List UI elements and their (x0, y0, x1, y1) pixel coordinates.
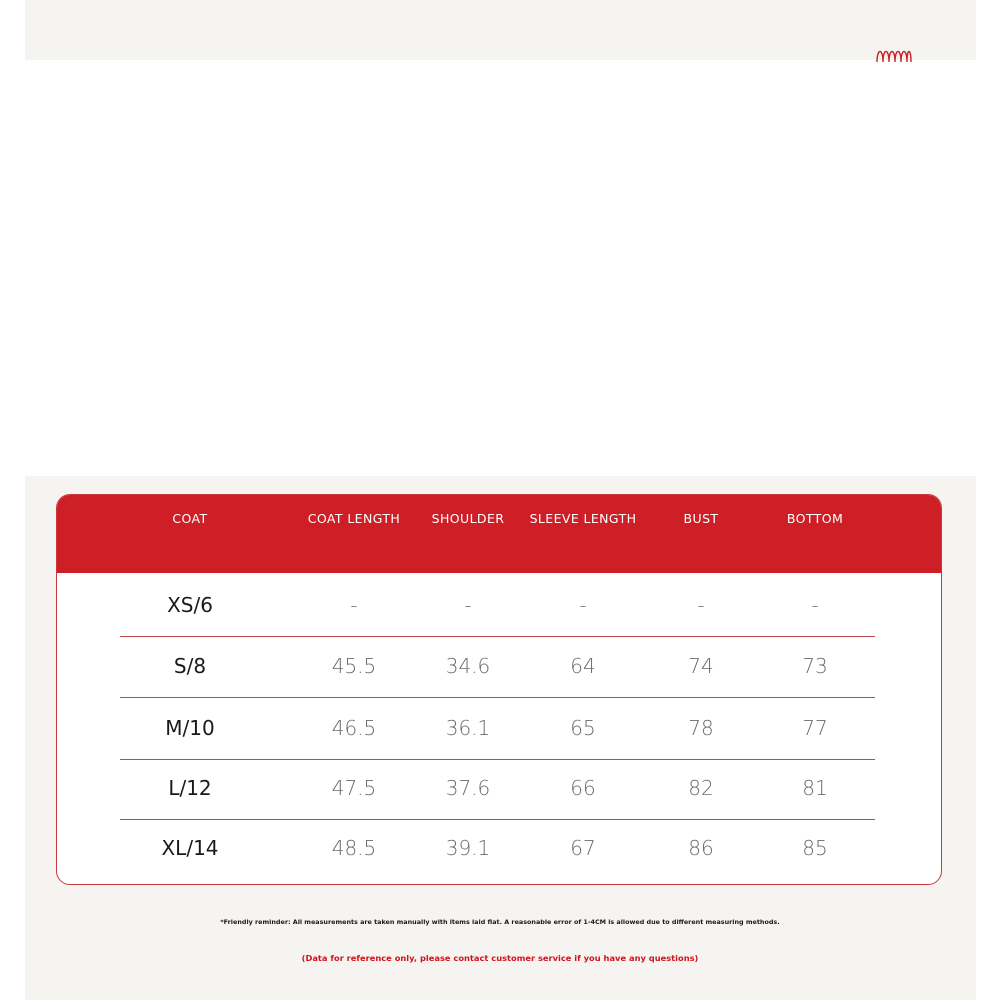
coat-length-value: 48.5 (331, 836, 377, 860)
sleeve-length-value: 66 (570, 776, 596, 800)
sleeve-length-value: 65 (570, 716, 596, 740)
shoulder-value: 39.1 (445, 836, 491, 860)
row-divider (120, 697, 875, 698)
bottom-value: 85 (802, 836, 828, 860)
sleeve-length-value: 64 (570, 654, 596, 678)
sleeve-length-value: 67 (570, 836, 596, 860)
measurement-reminder: *Friendly reminder: All measurements are taken manually with items laid flat. A reasonable error of 1-4CM is allowed due to different measuring methods. (220, 918, 780, 926)
bust-value: 86 (688, 836, 714, 860)
size-label: XL/14 (161, 836, 219, 860)
bottom-value: 77 (802, 716, 828, 740)
shoulder-value: 37.6 (445, 776, 491, 800)
header-shoulder: SHOULDER (431, 511, 505, 526)
table-row (120, 760, 875, 820)
table-row (120, 638, 875, 698)
bottom-value: 81 (802, 776, 828, 800)
header-bottom: BOTTOM (786, 511, 844, 526)
bust-value: - (697, 593, 705, 617)
size-label: XS/6 (167, 593, 213, 617)
header-sleeve-length: SLEEVE LENGTH (529, 511, 637, 526)
shoulder-value: - (464, 593, 472, 617)
bust-value: 82 (688, 776, 714, 800)
header-coat-length: COAT LENGTH (307, 511, 401, 526)
coat-length-value: - (350, 593, 358, 617)
table-row (120, 820, 875, 880)
table-row (120, 700, 875, 760)
size-label: L/12 (168, 776, 212, 800)
coat-length-value: 47.5 (331, 776, 377, 800)
brand-logo-icon (875, 46, 913, 62)
coat-length-value: 45.5 (331, 654, 377, 678)
bust-value: 74 (688, 654, 714, 678)
table-header (57, 495, 941, 573)
bottom-value: - (811, 593, 819, 617)
size-table (56, 494, 942, 885)
coat-length-value: 46.5 (331, 716, 377, 740)
shoulder-value: 36.1 (445, 716, 491, 740)
bottom-value: 73 (802, 654, 828, 678)
header-bust: BUST (683, 511, 719, 526)
header-coat: COAT (172, 511, 208, 526)
size-label: S/8 (173, 654, 207, 678)
bust-value: 78 (688, 716, 714, 740)
top-banner (25, 0, 976, 60)
shoulder-value: 34.6 (445, 654, 491, 678)
size-label: M/10 (165, 716, 215, 740)
reference-notice: (Data for reference only, please contact customer service if you have any questions) (301, 953, 699, 963)
sleeve-length-value: - (579, 593, 587, 617)
table-row (120, 577, 875, 637)
row-divider (120, 636, 875, 637)
